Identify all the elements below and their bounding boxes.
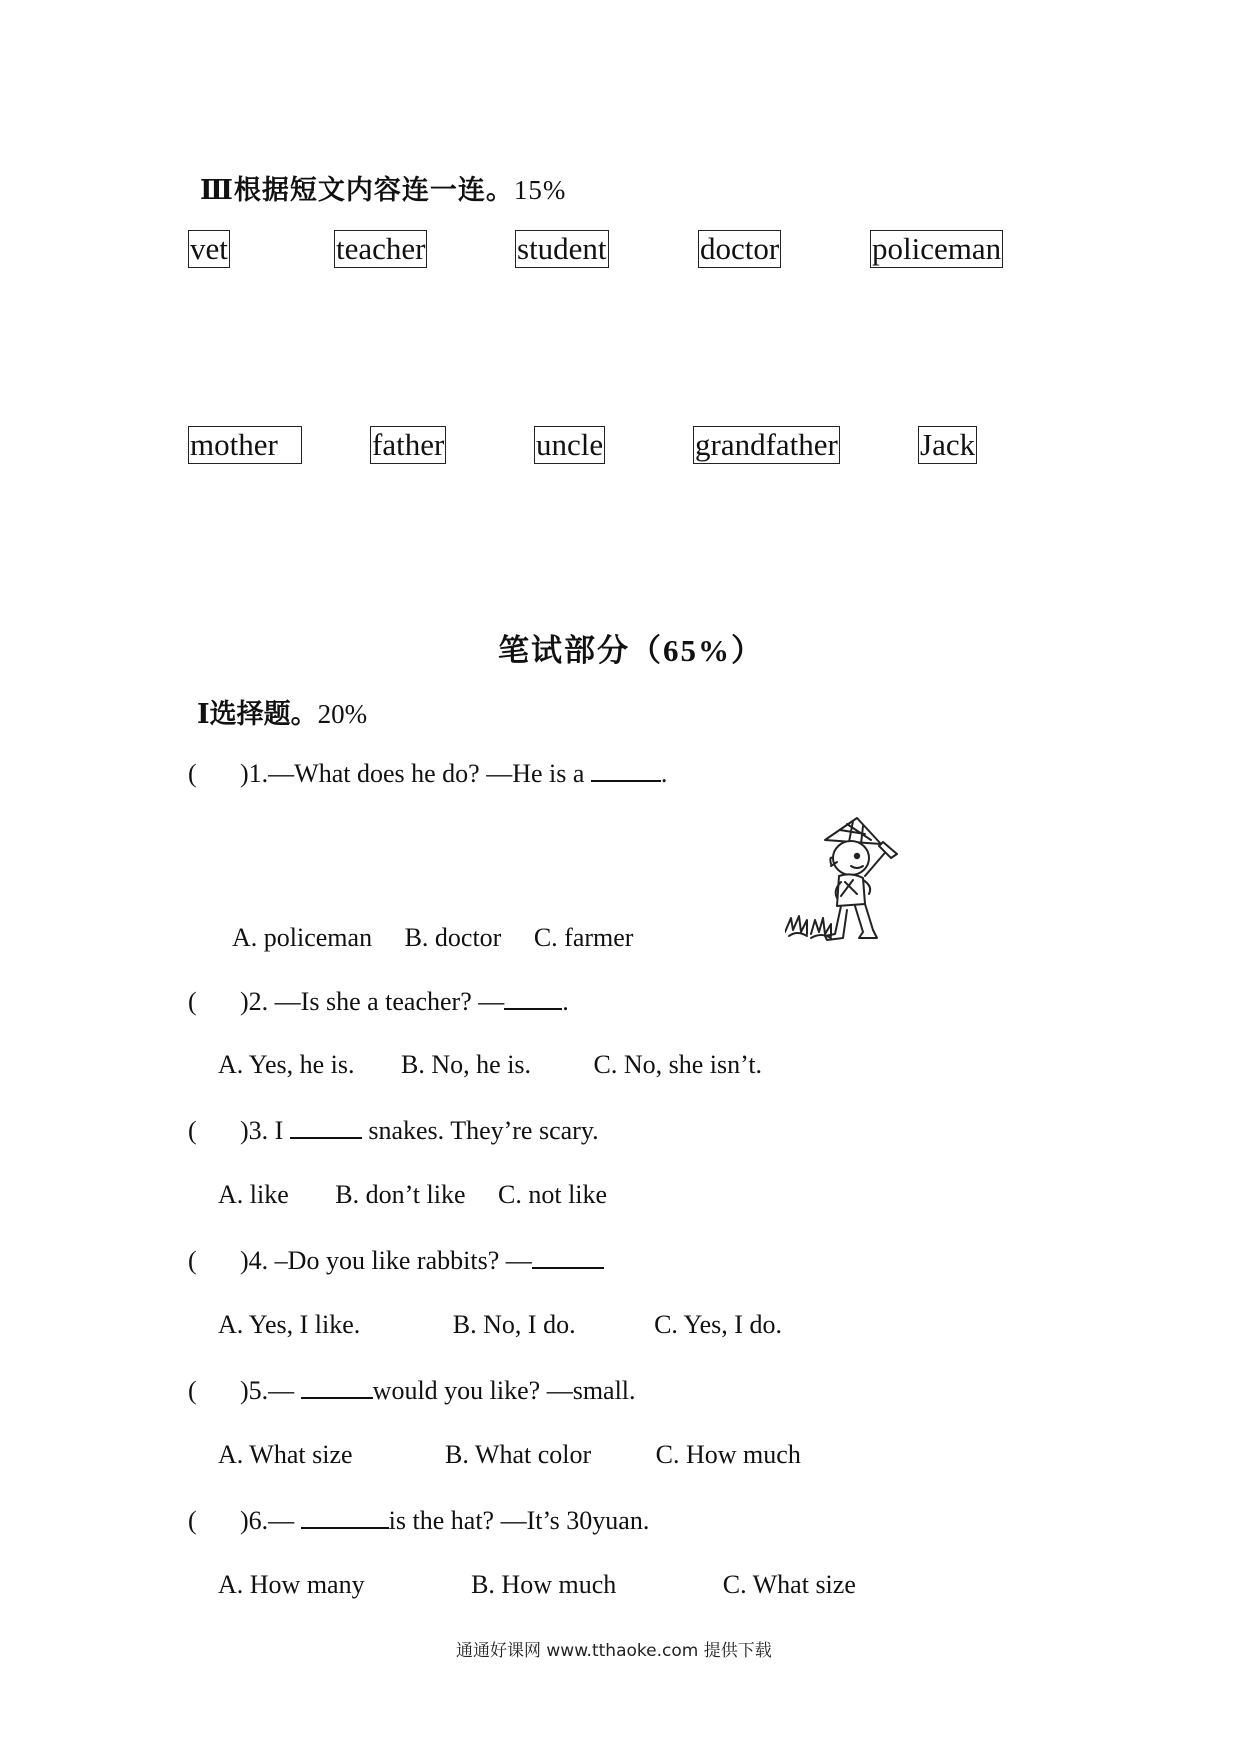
option-b[interactable]: B. don’t like (335, 1180, 466, 1209)
question-number: )3. (240, 1116, 269, 1145)
question-1-options (232, 923, 633, 953)
question-3 (188, 1115, 599, 1146)
section-3-heading (200, 168, 566, 207)
option-b[interactable]: B. No, he is. (401, 1050, 532, 1079)
question-stem-end: would you like? —small. (372, 1376, 636, 1405)
question-stem-end: snakes. They’re scary. (361, 1116, 599, 1145)
match-word-vet[interactable]: vet (190, 231, 228, 266)
match-word-student[interactable]: student (517, 231, 607, 266)
option-a[interactable]: A. Yes, I like. (218, 1310, 361, 1339)
question-5-options (218, 1440, 801, 1470)
question-stem-end: . (562, 987, 569, 1016)
question-2 (188, 986, 569, 1017)
question-number: )6. (240, 1506, 269, 1535)
section-3-label: Ⅲ根据短文内容连一连。 (200, 175, 514, 205)
question-number: )5. (240, 1376, 269, 1405)
option-b[interactable]: B. How much (471, 1570, 617, 1599)
answer-paren[interactable]: ( (188, 759, 197, 788)
match-word-teacher[interactable]: teacher (336, 231, 426, 266)
option-b[interactable]: B. doctor (404, 923, 502, 952)
answer-paren[interactable]: ( (188, 1376, 197, 1405)
option-a[interactable]: A. policeman (232, 923, 373, 952)
question-stem: — (268, 1376, 301, 1405)
option-a[interactable]: A. like (218, 1180, 289, 1209)
question-1 (188, 758, 667, 789)
option-c[interactable]: C. Yes, I do. (654, 1310, 782, 1339)
section-1-heading (197, 692, 367, 731)
question-stem: — (268, 1506, 301, 1535)
footer-source: 通通好课网 www.tthaoke.com 提供下载 (456, 1641, 772, 1661)
answer-blank[interactable] (532, 1245, 604, 1269)
match-word-grandfather[interactable]: grandfather (695, 427, 838, 462)
match-word-jack[interactable]: Jack (920, 427, 976, 462)
option-b[interactable]: B. What color (445, 1440, 592, 1469)
section-1-percent: 20% (317, 699, 368, 729)
answer-blank[interactable] (301, 1375, 373, 1399)
question-6 (188, 1505, 649, 1536)
match-word-doctor[interactable]: doctor (700, 231, 780, 266)
option-c[interactable]: C. How much (655, 1440, 801, 1469)
question-stem-end: is the hat? —It’s 30yuan. (388, 1506, 650, 1535)
question-stem: —Is she a teacher? — (268, 987, 505, 1016)
match-word-uncle[interactable]: uncle (536, 427, 604, 462)
section-3-percent: 15% (513, 175, 567, 205)
question-4 (188, 1245, 604, 1276)
match-word-father[interactable]: father (372, 427, 445, 462)
option-a[interactable]: A. How many (218, 1570, 365, 1599)
farmer-with-hoe-illustration (785, 812, 920, 947)
answer-blank[interactable] (290, 1115, 362, 1139)
question-number: )2. (240, 987, 269, 1016)
answer-blank[interactable] (591, 758, 661, 782)
answer-paren[interactable]: ( (188, 987, 197, 1016)
answer-paren[interactable]: ( (188, 1246, 197, 1275)
question-6-options (218, 1570, 856, 1600)
section-1-label: Ⅰ选择题。 (197, 699, 318, 729)
question-2-options (218, 1050, 762, 1080)
question-5 (188, 1375, 636, 1406)
question-4-options (218, 1310, 782, 1340)
match-word-policeman[interactable]: policeman (872, 231, 1002, 266)
answer-paren[interactable]: ( (188, 1116, 197, 1145)
written-part-title: 笔试部分（65%） (498, 633, 764, 668)
option-c[interactable]: C. farmer (533, 923, 634, 952)
match-word-mother[interactable]: mother (188, 426, 302, 464)
question-stem-end: . (660, 759, 668, 788)
answer-blank[interactable] (504, 986, 562, 1010)
option-c[interactable]: C. No, she isn’t. (593, 1050, 763, 1079)
option-a[interactable]: A. What size (218, 1440, 353, 1469)
option-c[interactable]: C. not like (498, 1180, 608, 1209)
option-c[interactable]: C. What size (722, 1570, 856, 1599)
question-number: )4. (240, 1246, 269, 1275)
answer-blank[interactable] (301, 1505, 389, 1529)
question-stem: –Do you like rabbits? — (268, 1246, 532, 1275)
option-a[interactable]: A. Yes, he is. (218, 1050, 355, 1079)
question-stem: —What does he do? —He is a (268, 759, 585, 788)
answer-paren[interactable]: ( (188, 1506, 197, 1535)
question-3-options (218, 1180, 607, 1210)
question-stem: I (268, 1116, 290, 1145)
option-b[interactable]: B. No, I do. (452, 1310, 576, 1339)
question-number: )1. (240, 759, 269, 788)
